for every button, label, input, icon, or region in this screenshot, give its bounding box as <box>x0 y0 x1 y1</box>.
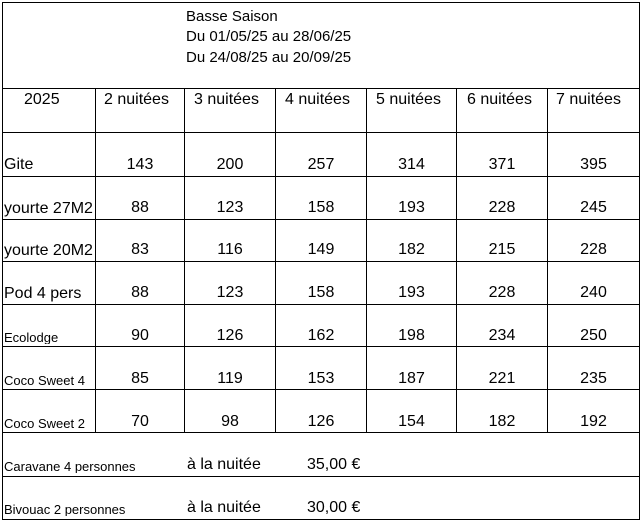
extra-price: 30,00 € <box>307 500 361 516</box>
price-cell: 83 <box>131 242 149 258</box>
price-cell: 158 <box>307 285 335 301</box>
price-cell: 228 <box>580 242 607 258</box>
column-header: 5 nuitées <box>376 92 441 108</box>
row-divider <box>2 261 640 262</box>
price-cell: 98 <box>221 414 239 430</box>
price-cell: 85 <box>131 371 149 387</box>
header-top-line <box>2 88 640 89</box>
column-header: 4 nuitées <box>285 92 350 108</box>
row-divider <box>2 476 640 477</box>
price-cell: 123 <box>216 285 244 301</box>
column-header: 6 nuitées <box>467 92 532 108</box>
row-divider <box>2 346 640 347</box>
price-cell: 193 <box>398 200 425 216</box>
price-cell: 235 <box>580 371 607 387</box>
price-cell: 240 <box>580 285 607 301</box>
row-label: Coco Sweet 4 <box>4 374 85 387</box>
row-label: Gite <box>4 157 34 173</box>
year-header: 2025 <box>24 92 60 108</box>
extra-label: Caravane 4 personnes <box>4 460 136 473</box>
row-divider <box>2 219 640 220</box>
row-label: Coco Sweet 2 <box>4 417 85 430</box>
price-cell: 182 <box>398 242 425 258</box>
column-header: 3 nuitées <box>194 92 259 108</box>
column-header: 2 nuitées <box>104 92 169 108</box>
price-cell: 153 <box>307 371 335 387</box>
price-cell: 88 <box>131 285 149 301</box>
price-cell: 187 <box>398 371 425 387</box>
season-title: Basse Saison <box>186 9 278 24</box>
price-cell: 234 <box>488 328 516 344</box>
extra-label: Bivouac 2 personnes <box>4 503 126 516</box>
price-cell: 200 <box>216 157 244 173</box>
row-divider <box>2 389 640 390</box>
price-cell: 245 <box>580 200 607 216</box>
row-divider <box>2 176 640 177</box>
price-cell: 198 <box>398 328 425 344</box>
price-cell: 162 <box>307 328 335 344</box>
table-border-left <box>2 2 3 520</box>
season-period-2: Du 24/08/25 au 20/09/25 <box>186 50 352 65</box>
row-label: yourte 20M2 <box>4 243 93 259</box>
row-label: Ecolodge <box>4 331 59 344</box>
price-cell: 221 <box>488 371 516 387</box>
price-cell: 250 <box>580 328 607 344</box>
price-cell: 395 <box>580 157 607 173</box>
row-label: yourte 27M2 <box>4 201 93 217</box>
price-cell: 158 <box>307 200 335 216</box>
column-header: 7 nuitées <box>556 92 621 108</box>
price-cell: 257 <box>307 157 335 173</box>
price-cell: 90 <box>131 328 149 344</box>
extra-unit: à la nuitée <box>187 500 261 516</box>
price-cell: 119 <box>217 371 243 387</box>
price-cell: 182 <box>488 414 516 430</box>
row-divider <box>2 304 640 305</box>
price-cell: 193 <box>398 285 425 301</box>
price-cell: 123 <box>216 200 244 216</box>
price-cell: 154 <box>398 414 425 430</box>
row-divider <box>2 132 640 133</box>
price-cell: 215 <box>488 242 516 258</box>
price-cell: 126 <box>307 414 335 430</box>
row-label: Pod 4 pers <box>4 286 82 302</box>
price-cell: 371 <box>488 157 516 173</box>
price-cell: 143 <box>126 157 154 173</box>
price-cell: 88 <box>131 200 149 216</box>
price-cell: 126 <box>216 328 244 344</box>
season-period-1: Du 01/05/25 au 28/06/25 <box>186 29 352 44</box>
table-border-top <box>2 2 640 3</box>
price-cell: 149 <box>307 242 335 258</box>
price-cell: 192 <box>580 414 607 430</box>
price-cell: 314 <box>398 157 425 173</box>
extra-unit: à la nuitée <box>187 457 261 473</box>
row-divider <box>2 432 640 433</box>
price-cell: 70 <box>131 414 149 430</box>
price-cell: 228 <box>488 285 516 301</box>
table-border-bottom <box>2 519 640 520</box>
price-cell: 116 <box>217 242 243 258</box>
price-cell: 228 <box>488 200 516 216</box>
extra-price: 35,00 € <box>307 457 361 473</box>
table-border-right <box>639 2 640 520</box>
